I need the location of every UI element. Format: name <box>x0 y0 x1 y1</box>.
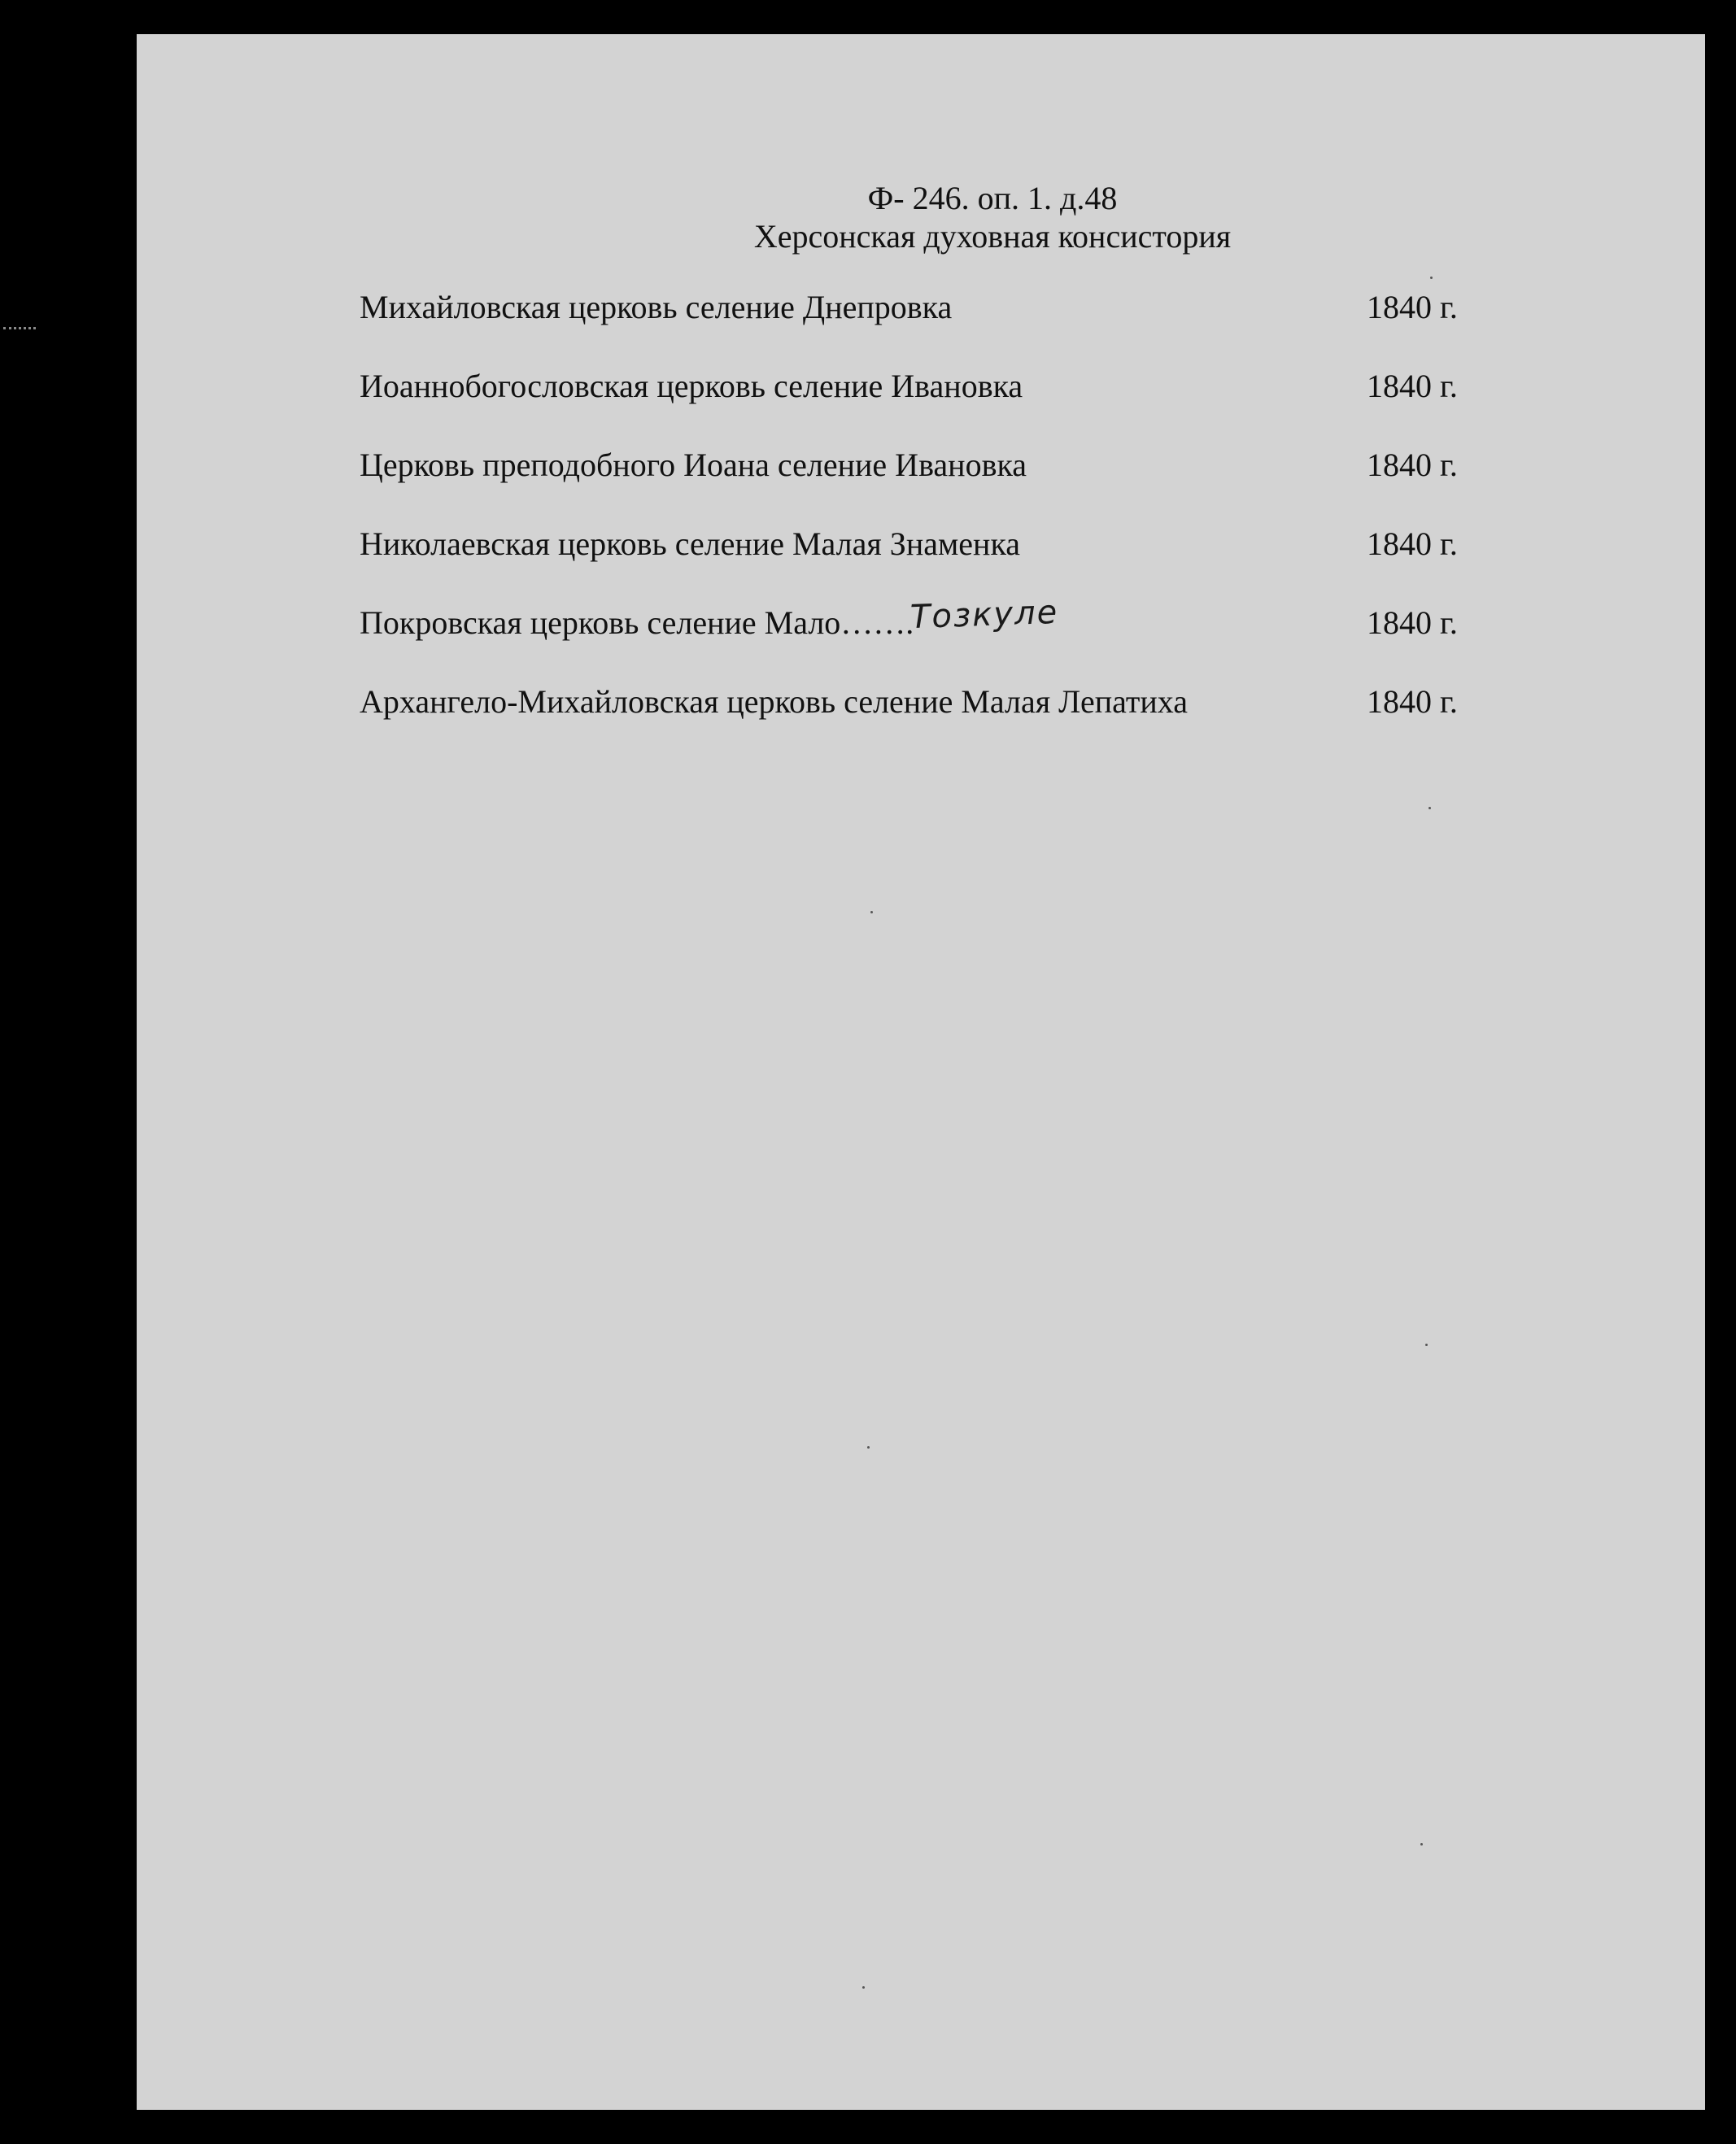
handwritten-annotation: Тозкуле <box>909 593 1060 637</box>
record-year: 1840 г. <box>1367 604 1458 641</box>
edge-mark <box>3 327 36 338</box>
fond-reference: Ф- 246. оп. 1. д.48 <box>867 180 1118 216</box>
church-name <box>360 593 1060 647</box>
church-name: Иоаннобогословская церковь селение Ивановка <box>360 368 1023 404</box>
scan-speck <box>1428 807 1431 809</box>
scan-speck <box>1420 1843 1423 1845</box>
church-name: Николаевская церковь селение Малая Знаменка <box>360 525 1021 562</box>
church-list <box>360 283 1482 756</box>
record-year: 1840 г. <box>1367 525 1458 562</box>
record-year: 1840 г. <box>1367 683 1458 720</box>
church-name: Церковь преподобного Иоана селение Ивановка <box>360 447 1027 483</box>
list-item <box>360 520 1482 599</box>
list-item <box>360 362 1482 441</box>
scan-speck <box>870 911 873 913</box>
scan-speck <box>867 1446 870 1449</box>
list-item <box>360 283 1482 362</box>
list-item <box>360 593 1482 678</box>
list-item <box>360 441 1482 520</box>
document-header <box>683 181 1302 257</box>
scan-speck <box>1430 277 1433 279</box>
church-name-typed: Покровская церковь селение Мало……. <box>360 604 914 641</box>
church-name: Архангело-Михайловская церковь селение Малая Лепатиха <box>360 683 1188 720</box>
scan-speck <box>862 1986 865 1989</box>
record-year: 1840 г. <box>1367 447 1458 483</box>
record-year: 1840 г. <box>1367 368 1458 404</box>
record-year: 1840 г. <box>1367 289 1458 325</box>
organization-title: Херсонская духовная консистория <box>753 218 1232 255</box>
list-item <box>360 678 1482 756</box>
church-name: Михайловская церковь селение Днепровка <box>360 289 953 325</box>
scan-speck <box>1425 1344 1428 1346</box>
